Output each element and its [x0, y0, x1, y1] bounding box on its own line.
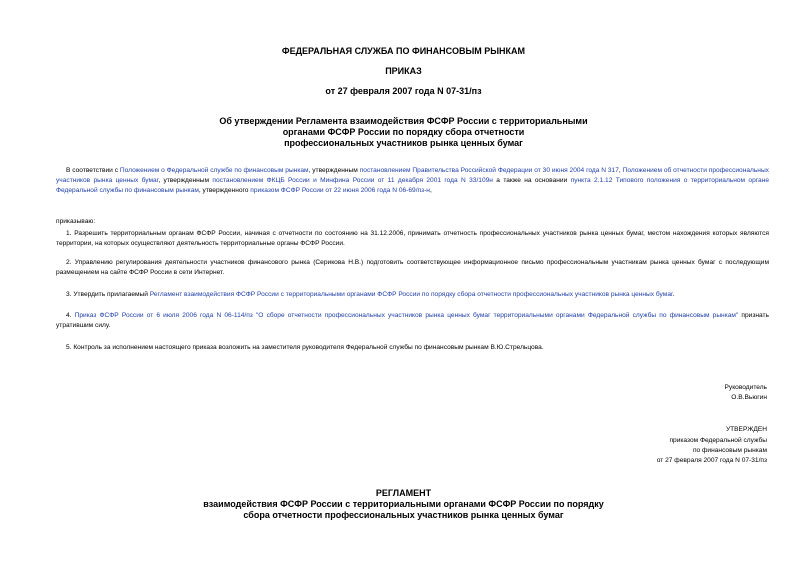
preamble-text: ,: [429, 187, 432, 194]
item-text: 4.: [66, 312, 75, 319]
reglament-subtitle-line-1: взаимодействия ФСФР России с территориальными органами ФСФР России по порядку: [203, 499, 604, 509]
preamble-paragraph: [56, 166, 769, 196]
reglament-subtitle-line-2: сбора отчетности профессиональных участников рынка ценных бумаг: [243, 510, 564, 520]
preamble-link[interactable]: Положением о Федеральной службе по финансовым рынкам: [119, 167, 309, 174]
order-item-4: [56, 311, 769, 331]
order-item-3: [56, 290, 769, 300]
approved-label: УТВЕРЖДЕН: [725, 426, 767, 433]
reglament-title: РЕГЛАМЕНТ: [375, 488, 432, 498]
order-title-line-3: профессиональных участников рынка ценных бумаг: [284, 138, 523, 148]
signature-name: О.В.Вьюгин: [731, 394, 767, 401]
order-date-number: от 27 февраля 2007 года N 07-31/пз: [325, 86, 482, 96]
item-text: признать утратившим силу.: [56, 312, 769, 329]
item-text: .: [672, 291, 675, 298]
preamble-link[interactable]: приказом ФСФР России от 22 июня 2006 года N 06-69/пз-н: [250, 187, 430, 194]
order-title-line-1: Об утверждении Регламента взаимодействия ФСФР России с территориальными: [219, 116, 588, 126]
doc-type-heading: ПРИКАЗ: [385, 66, 422, 76]
signature-role: Руководитель: [724, 384, 767, 391]
preamble-text: а также на основании: [492, 177, 571, 184]
order-word: приказываю:: [56, 218, 96, 225]
preamble-text: , утвержденного: [198, 187, 251, 194]
preamble-text: , утвержденным: [158, 177, 213, 184]
item-text: 3. Утвердить прилагаемый: [66, 291, 150, 298]
repealed-order-link[interactable]: Приказ ФСФР России от 6 июля 2006 года N 06-114/пз "О сборе отчетности профессиональных участников рынка ценных бумаг территориальными органами Федеральной службы по финансовым рынкам": [74, 312, 739, 319]
approved-by: приказом Федеральной службы: [669, 437, 767, 444]
preamble-link[interactable]: Положением об отчетности профессиональных участников рынка ценных бумаг: [56, 167, 769, 184]
preamble-link[interactable]: постановлением ФКЦБ России и Минфина России от 11 декабря 2001 года N 33/109н: [212, 177, 493, 184]
preamble-link[interactable]: пункта 2.1.12 Типового положения о территориальном органе Федеральной службы по финансовым рынкам: [56, 177, 770, 194]
approved-agency: по финансовым рынкам: [692, 447, 767, 454]
agency-heading: ФЕДЕРАЛЬНАЯ СЛУЖБА ПО ФИНАНСОВЫМ РЫНКАМ: [281, 46, 526, 56]
approved-date-number: от 27 февраля 2007 года N 07-31/пз: [656, 457, 767, 464]
preamble-text: В соответствии с: [66, 167, 120, 174]
reglament-link[interactable]: Регламент взаимодействия ФСФР России с территориальными органами ФСФР России по порядку сбора отчетности профессиональных участников рынка ценных бумаг: [149, 291, 673, 298]
order-item-5: 5. Контроль за исполнением настоящего приказа возложить на заместителя руководителя Федеральной службы по финансовым рынкам В.Ю.Стрельцова.: [66, 344, 544, 351]
order-item-2: 2. Управлению регулирования деятельности участников финансового рынка (Серикова Н.В.) подготовить соответствующее информационное письмо профессиональным участникам рынка ценных бумаг с последующим размещением на сайте ФСФР России в сети Интернет.: [56, 259, 769, 276]
order-title-line-2: органами ФСФР России по порядку сбора отчетности: [282, 127, 525, 137]
order-item-1: 1. Разрешить территориальным органам ФСФР России, начиная с отчетности по состоянию на 31.12.2006, принимать отчетность профессиональных участников рынка ценных бумаг, местом нахождения которых являются территории, на которых осуществляют деятельность территориальные органы ФСФР России.: [56, 230, 769, 247]
preamble-text: , утвержденным: [308, 167, 360, 174]
preamble-text: ,: [618, 167, 623, 174]
preamble-link[interactable]: постановлением Правительства Российской Федерации от 30 июня 2004 года N 317: [359, 167, 619, 174]
